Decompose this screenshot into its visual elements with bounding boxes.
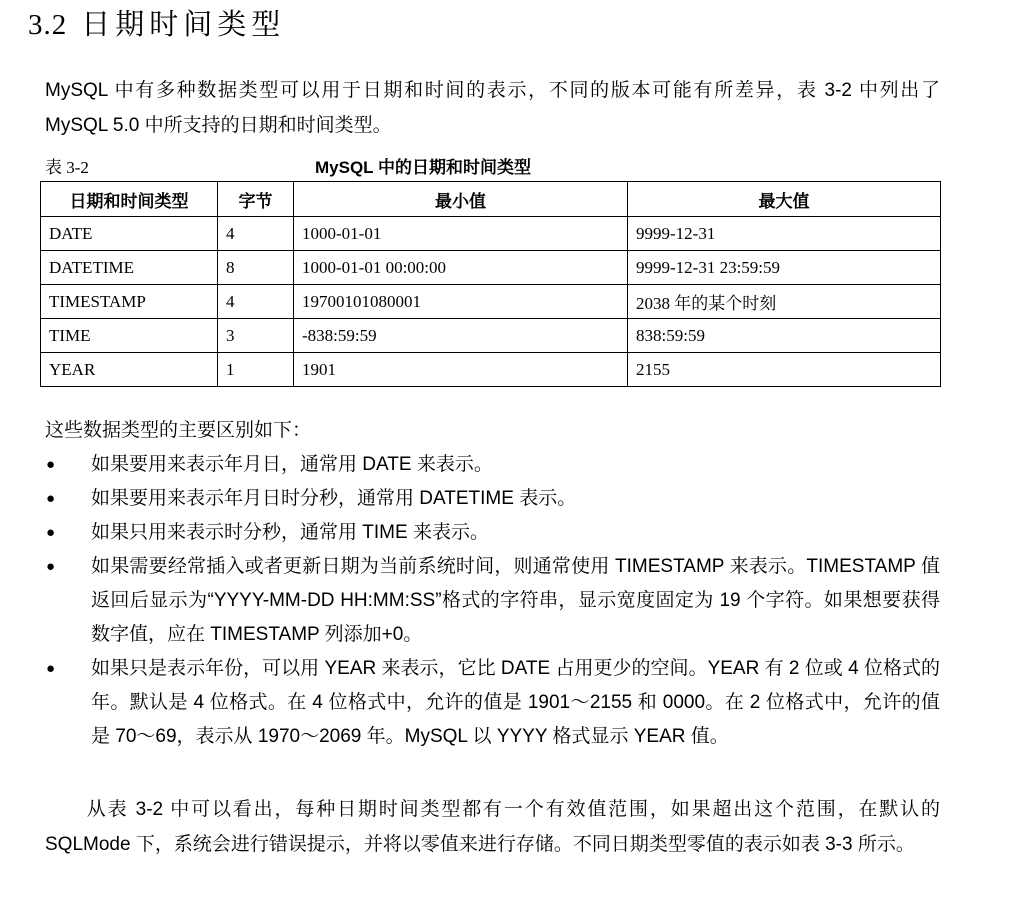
bullet-icon: ● [46,524,56,541]
bullet-icon: ● [46,660,56,677]
table-cell: 3 [218,319,294,353]
datetime-types-table [40,181,941,387]
table-header-cell: 日期和时间类型 [41,182,218,217]
table-cell: 8 [218,251,294,285]
table-header-cell: 最小值 [294,182,628,217]
table-cell: -838:59:59 [294,319,628,353]
list-intro: 这些数据类型的主要区别如下： [45,420,312,441]
section-heading [28,2,940,43]
section-title-text: 日期时间类型 [81,9,286,41]
list-item [40,516,940,550]
closing-paragraph: 从表 3-2 中可以看出，每种日期时间类型都有一个有效值范围，如果超出这个范围，在默认的 SQLMode 下，系统会进行错误提示，并将以零值来进行存储。不同日期类型零值的表示如表 3-3 所示。 [45,799,940,855]
table-header-cell: 最大值 [628,182,941,217]
table-caption-label: 表 3-2 [45,158,89,177]
table-caption [45,153,940,178]
list-item [40,550,940,652]
list-item-text: 如果只是表示年份，可以用 YEAR 来表示，它比 DATE 占用更少的空间。YEAR 有 2 位或 4 位格式的年。默认是 4 位格式。在 4 位格式中，允许的值是 1901～2155 和 0000。在 2 位格式中，允许的值是 70～69，表示从 1970～2069 年。MySQL 以 YYYY 格式显示 YEAR 值。 [91,658,940,747]
bullet-list [40,448,940,754]
table-cell: 2155 [628,353,941,387]
table-cell: DATE [41,217,218,251]
table-cell: TIME [41,319,218,353]
table-cell: 4 [218,217,294,251]
table-cell: 838:59:59 [628,319,941,353]
list-item-text: 如果要用来表示年月日，通常用 DATE 来表示。 [91,454,493,475]
table-cell: 9999-12-31 23:59:59 [628,251,941,285]
table-cell: 1000-01-01 00:00:00 [294,251,628,285]
table-cell: 4 [218,285,294,319]
table-header-cell: 字节 [218,182,294,217]
table-header-row [41,182,941,217]
intro-paragraph: MySQL 中有多种数据类型可以用于日期和时间的表示，不同的版本可能有所差异，表 3-2 中列出了 MySQL 5.0 中所支持的日期和时间类型。 [45,80,940,136]
table-cell: 2038 年的某个时刻 [628,285,941,319]
list-item [40,482,940,516]
table-caption-title: MySQL 中的日期和时间类型 [315,158,531,177]
list-item [40,448,940,482]
bullet-icon: ● [46,558,56,575]
table-row [41,353,941,387]
table-row [41,217,941,251]
table-cell: DATETIME [41,251,218,285]
list-item-text: 如果要用来表示年月日时分秒，通常用 DATETIME 表示。 [91,488,577,509]
table-row [41,285,941,319]
section-number: 3.2 [28,9,68,41]
bullet-icon: ● [46,456,56,473]
table-cell: 1 [218,353,294,387]
table-body [41,217,941,387]
table-cell: TIMESTAMP [41,285,218,319]
list-item-text: 如果需要经常插入或者更新日期为当前系统时间，则通常使用 TIMESTAMP 来表示。TIMESTAMP 值返回后显示为“YYYY-MM-DD HH:MM:SS”格式的字符串，显示宽度固定为 19 个字符。如果想要获得数字值，应在 TIMESTAMP 列添加+0。 [91,556,940,645]
table-cell: 1901 [294,353,628,387]
list-item-text: 如果只用来表示时分秒，通常用 TIME 来表示。 [91,522,489,543]
table-cell: YEAR [41,353,218,387]
table-row [41,251,941,285]
table-cell: 1000-01-01 [294,217,628,251]
table-cell: 19700101080001 [294,285,628,319]
table-cell: 9999-12-31 [628,217,941,251]
bullet-icon: ● [46,490,56,507]
list-item [40,652,940,754]
table-row [41,319,941,353]
